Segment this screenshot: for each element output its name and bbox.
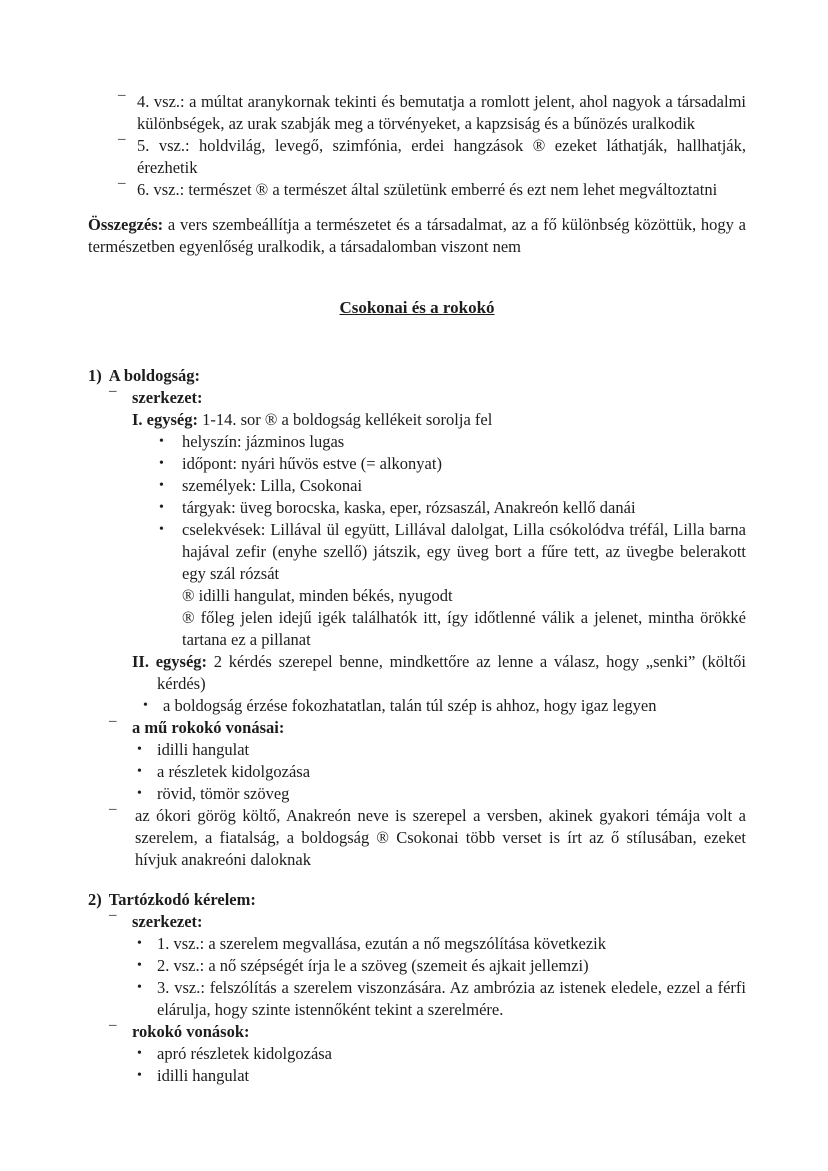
bullet-text: a részletek kidolgozása (157, 762, 311, 781)
unit-label: II. egység: (132, 652, 208, 671)
note-line: ® főleg jelen idejű igék találhatók itt, így időtlenné válik a jelenet, mintha örökké tartana ez a pillanat (182, 608, 746, 649)
bullet-icon: • (137, 936, 142, 951)
bullet-text: személyek: Lilla, Csokonai (182, 476, 363, 495)
bullet-item-vsz1 (88, 933, 746, 955)
subheading-text: rokokó vonások: (132, 1022, 250, 1041)
bullet-text: rövid, tömör szöveg (157, 784, 290, 803)
subheading-text: szerkezet: (132, 388, 203, 407)
unit-2-line (88, 651, 746, 695)
bullet-item-cselekvesek (88, 519, 746, 585)
intro-list (88, 87, 746, 201)
subheading-text: szerkezet: (132, 912, 203, 931)
bullet-text: idilli hangulat (157, 1066, 250, 1085)
section-heading (88, 365, 746, 387)
subheading-mu-rokoko-vonasai (88, 713, 746, 739)
bullet-icon: • (143, 698, 148, 713)
bullet-icon: • (137, 1068, 142, 1083)
section-number: 1) (88, 366, 102, 385)
dash-marker: – (109, 713, 117, 729)
list-item-text: 5. vsz.: holdvilág, levegő, szimfónia, erdei hangzások ® ezeket láthatják, hallhatják, érezhetik (137, 136, 746, 177)
bullet-text: 3. vsz.: felszólítás a szerelem viszonzására. Az ambrózia az istenek eledele, ezzel a férfi elárulja, hogy szinte istennőként tekint a szerelmére. (157, 978, 746, 1019)
section-tartozkodo-kerelem (88, 889, 746, 1087)
unit-label: I. egység: (132, 410, 198, 429)
bullet-icon: • (159, 478, 164, 493)
bullet-icon: • (137, 742, 142, 757)
bullet-text: időpont: nyári hűvös estve (= alkonyat) (182, 454, 442, 473)
list-item-text: 6. vsz.: természet ® a természet által születünk emberré és ezt nem lehet megváltoztatni (137, 180, 718, 199)
list-item-text: 4. vsz.: a múltat aranykornak tekinti és bemutatja a romlott jelent, ahol nagyok a társadalmi különbségek, az urak szabják meg a törvényeket, a kapzsiság és a bűnözés uralkodik (137, 92, 746, 133)
bullet-icon: • (137, 1046, 142, 1061)
bullet-item-boldogsag-erzese (88, 695, 746, 717)
dash-marker: – (118, 87, 126, 103)
bullet-item (88, 761, 746, 783)
bullet-icon: • (159, 456, 164, 471)
dash-marker: – (109, 907, 117, 923)
bullet-text: tárgyak: üveg borocska, kaska, eper, rózsaszál, Anakreón kellő danái (182, 498, 636, 517)
section-heading-text: Tartózkodó kérelem: (108, 890, 256, 909)
bullet-text: 1. vsz.: a szerelem megvallása, ezután a nő megszólítása következik (157, 934, 606, 953)
summary-text: a vers szembeállítja a természetet és a társadalmat, az a fő különbség közöttük, hogy a természetben egyenlőség uralkodik, a társadalomban viszont nem (88, 215, 747, 256)
bullet-icon: • (137, 958, 142, 973)
list-item-vsz6 (88, 175, 746, 201)
bullet-icon: • (159, 434, 164, 449)
unit-text: 1-14. sor ® a boldogság kellékeit sorolja fel (202, 410, 493, 429)
subheading-szerkezet (88, 383, 746, 409)
summary-label: Összegzés: (88, 215, 164, 234)
bullet-text: a boldogság érzése fokozhatatlan, talán túl szép is ahhoz, hogy igaz legyen (163, 696, 657, 715)
section-heading (88, 889, 746, 911)
bullet-icon: • (137, 980, 142, 995)
bullet-item-vsz2 (88, 955, 746, 977)
bullet-icon: • (159, 522, 164, 537)
closing-text: az ókori görög költő, Anakreón neve is szerepel a versben, akinek gyakori témája volt a szerelem, a fiatalság, a boldogság ® Csokonai több verset is írt az ő stílusában, ezeket hívjuk anakreóni daloknak (135, 806, 746, 869)
bullet-icon: • (137, 764, 142, 779)
bullet-item (88, 739, 746, 761)
bullet-item (88, 1065, 746, 1087)
bullet-item-helyszin (88, 431, 746, 453)
page-title: Csokonai és a rokokó (339, 298, 495, 317)
bullet-text: idilli hangulat (157, 740, 250, 759)
bullet-text: 2. vsz.: a nő szépségét írja le a szöveg (szemeit és ajkait jellemzi) (157, 956, 589, 975)
section-heading-text: A boldogság: (108, 366, 200, 385)
subheading-text: a mű rokokó vonásai: (132, 718, 285, 737)
bullet-item-targyak (88, 497, 746, 519)
closing-paragraph (88, 801, 746, 871)
section-number: 2) (88, 890, 102, 909)
subheading-rokoko-vonasok (88, 1017, 746, 1043)
section-boldogsag (88, 365, 746, 871)
summary-paragraph (88, 214, 746, 258)
bullet-text: apró részletek kidolgozása (157, 1044, 333, 1063)
bullet-text: cselekvések: Lillával ül együtt, Lillával dalolgat, Lilla csókolódva tréfál, Lilla barna hajával zefir (enyhe szellő) játszik, egy üveg bort a fűre tett, az üvegbe belerakott egy szál rózsát (182, 520, 746, 583)
bullet-text: helyszín: jázminos lugas (182, 432, 345, 451)
dash-marker: – (118, 131, 126, 147)
subheading-szerkezet (88, 907, 746, 933)
bullet-item-idopont (88, 453, 746, 475)
dash-marker: – (109, 801, 117, 817)
unit-1-line (88, 409, 746, 431)
dash-marker: – (109, 1017, 117, 1033)
unit-text: 2 kérdés szerepel benne, mindkettőre az lenne a válasz, hogy „senki” (költői kérdés) (157, 652, 747, 693)
bullet-item (88, 1043, 746, 1065)
bullet-icon: • (137, 786, 142, 801)
bullet-item-szemelyek (88, 475, 746, 497)
bullet-icon: • (159, 500, 164, 515)
list-item-vsz4 (88, 87, 746, 135)
bullet-item (88, 783, 746, 805)
list-item-vsz5 (88, 131, 746, 179)
dash-marker: – (118, 175, 126, 191)
note-line: ® idilli hangulat, minden békés, nyugodt (182, 586, 453, 605)
dash-marker: – (109, 383, 117, 399)
bullet-item-vsz3 (88, 977, 746, 1021)
